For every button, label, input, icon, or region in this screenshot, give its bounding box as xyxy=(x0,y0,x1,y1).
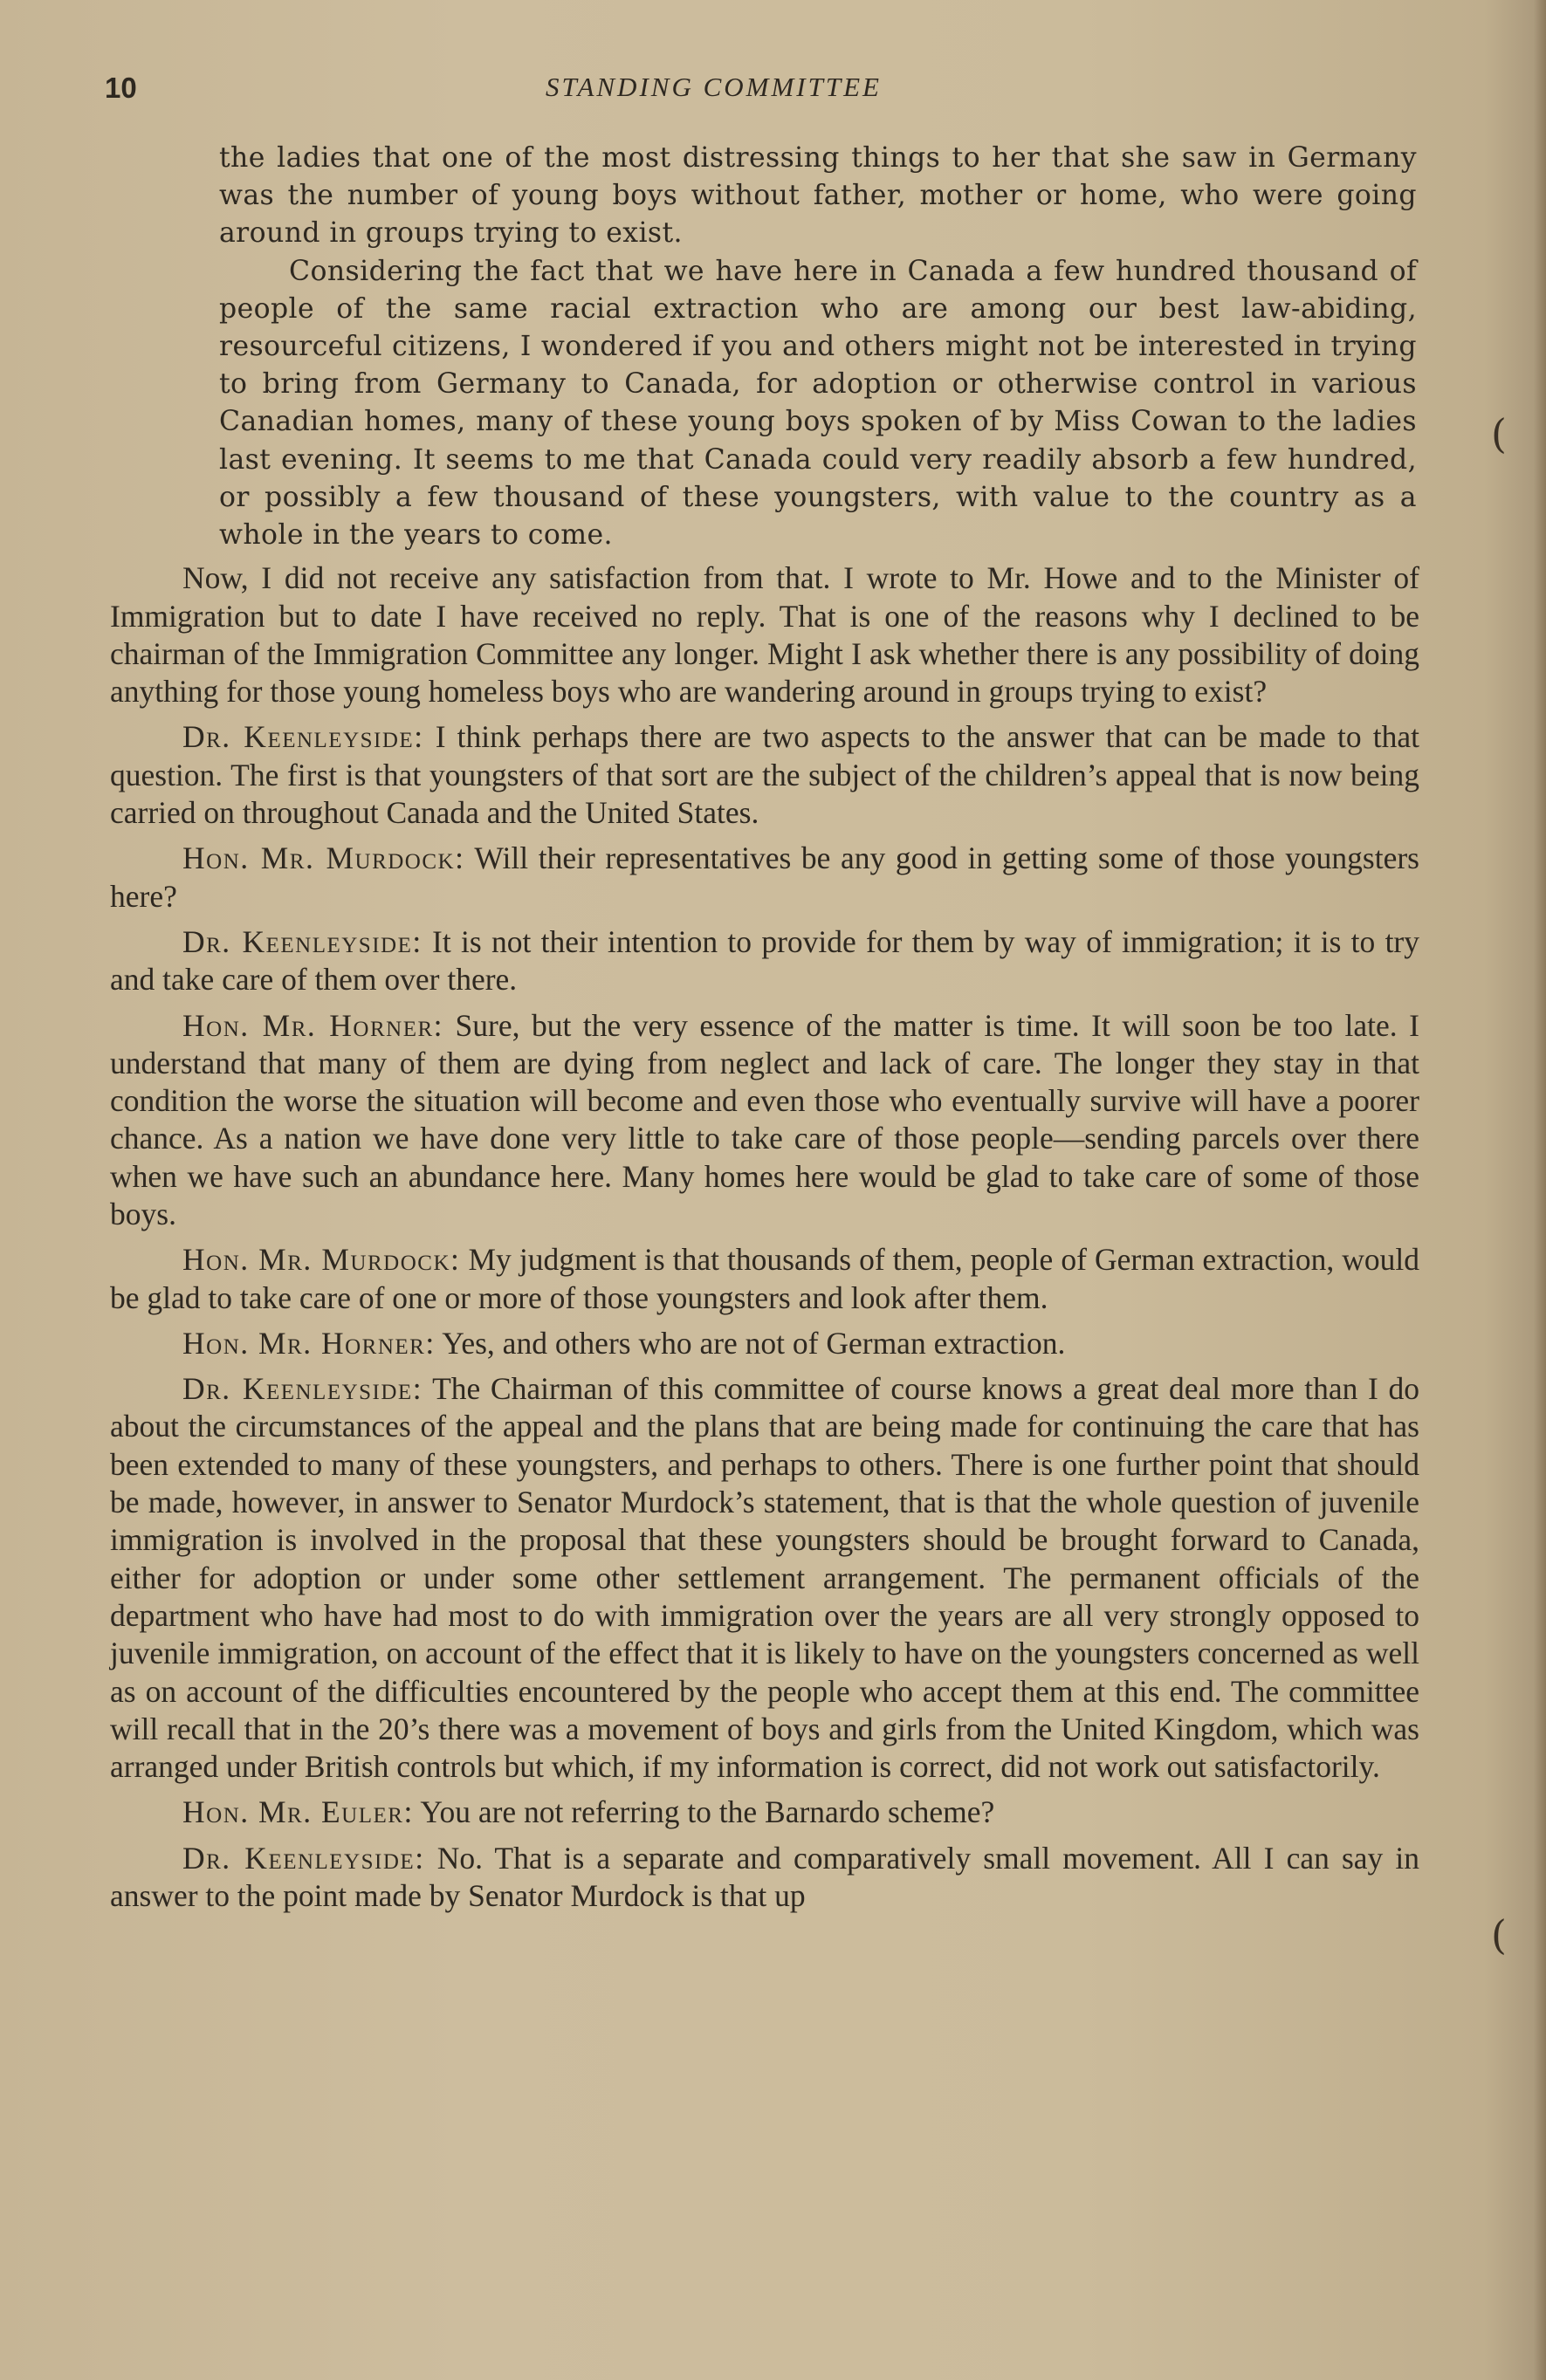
page-number: 10 xyxy=(105,72,137,104)
speaker-name: Dr. Keenleyside: xyxy=(182,923,423,959)
page-edge-shadow xyxy=(1534,0,1546,2380)
transcript-paragraph xyxy=(110,1794,1419,1831)
paragraph-text: You are not referring to the Barnardo scheme? xyxy=(420,1794,995,1830)
speaker-name: Dr. Keenleyside: xyxy=(182,719,424,755)
running-title: STANDING COMMITTEE xyxy=(546,72,882,102)
paragraph-text: No. That is a separate and comparatively small movement. All I can say in answer to the point made by Senator Murdock is that up xyxy=(110,1840,1420,1914)
transcript-paragraph xyxy=(110,1370,1419,1786)
transcript-paragraph xyxy=(110,1840,1419,1916)
transcript-paragraph xyxy=(110,840,1419,916)
transcript-paragraph xyxy=(110,923,1419,999)
paragraph-text: I think perhaps there are two aspects to the answer that can be made to that question. The first is that youngsters of that sort are the subject of the children’s appeal that is now being carried on throughout Canada and the United States. xyxy=(110,719,1419,831)
paragraph-text: Now, I did not receive any satisfaction from that. I wrote to Mr. Howe and to the Minister of Immigration but to date I have received no reply. That is one of the reasons why I declined to be chairman of the Immigration Committee any longer. Might I ask whether there is any possibility of doing anything for those young homeless boys who are wandering around in groups trying to exist? xyxy=(110,560,1419,710)
transcript-paragraph xyxy=(110,1241,1419,1317)
binding-hole-mark: ( xyxy=(1491,410,1507,457)
speaker-name: Dr. Keenleyside: xyxy=(182,1371,423,1407)
speaker-name: Hon. Mr. Horner: xyxy=(182,1007,443,1043)
transcript-paragraph xyxy=(110,559,1419,710)
speaker-name: Dr. Keenleyside: xyxy=(182,1840,425,1876)
transcript-paragraph xyxy=(110,1325,1419,1362)
paragraph-text: My judgment is that thousands of them, people of German extraction, would be glad to take care of one or more of those youngsters and look after them. xyxy=(110,1242,1420,1315)
transcript-paragraph xyxy=(110,1007,1419,1234)
document-body xyxy=(110,140,1419,1923)
page-header xyxy=(0,72,1546,115)
speaker-name: Hon. Mr. Horner: xyxy=(182,1325,436,1361)
speaker-name: Hon. Mr. Murdock: xyxy=(182,840,465,876)
quote-paragraph: the ladies that one of the most distressing things to her that she saw in Germany was the number of young boys without father, mother or home, who were going around in groups trying to exist. xyxy=(219,142,1417,250)
paragraph-text: Yes, and others who are not of German extraction. xyxy=(442,1325,1066,1361)
paragraph-text: Will their representatives be any good in getting some of those youngsters here? xyxy=(110,840,1419,914)
quote-paragraph: Considering the fact that we have here in Canada a few hundred thousand of people of the same racial extraction who are among our best law-abiding, resourceful citizens, I wondered if you and others might not be interested in trying to bring from Germany to Canada, for adoption or otherwise control in various Canadian homes, many of these young boys spoken of by Miss Cowan to the ladies last evening. It seems to me that Canada could very readily absorb a few hundred, or possibly a few thousand of these youngsters, with value to the country as a whole in the years to come. xyxy=(219,255,1417,552)
paragraph-text: It is not their intention to provide for them by way of immigration; it is to try and take care of them over there. xyxy=(110,923,1420,998)
transcript-paragraph xyxy=(110,718,1419,832)
paragraph-text: The Chairman of this committee of course knows a great deal more than I do about the circumstances of the appeal and the plans that are being made for continuing the care that has been extended to many of these youngsters, and perhaps to others. There is one further point that should be made, however, in answer to Senator Murdock’s statement, that is that the whole question of juvenile immigration is involved in the proposal that these youngsters should be brought forward to Canada, either for adoption or under some other settlement arrangement. The permanent officials of the department who have had most to do with immigration over the years are all very strongly opposed to juvenile immigration, on account of the effect that it is likely to have on the youngsters concerned as well as on account of the difficulties encountered by the people who accept them at this end. The committee will recall that in the 20’s there was a movement of boys and girls from the United Kingdom, which was arranged under British controls but which, if my information is correct, did not work out satisfactorily. xyxy=(110,1371,1419,1785)
binding-hole-mark: ( xyxy=(1491,1911,1507,1958)
speaker-name: Hon. Mr. Murdock: xyxy=(182,1242,461,1278)
quoted-letter xyxy=(219,140,1417,554)
paragraph-text: Sure, but the very essence of the matter is time. It will soon be too late. I understand that many of them are dying from neglect and lack of care. The longer they stay in that condition the worse the situation will become and even those who eventually survive will have a poorer chance. As a nation we have done very little to take care of those people—sending parcels over there when we have such an abundance here. Many homes here would be glad to take care of some of those boys. xyxy=(110,1007,1420,1231)
speaker-name: Hon. Mr. Euler: xyxy=(182,1794,414,1830)
